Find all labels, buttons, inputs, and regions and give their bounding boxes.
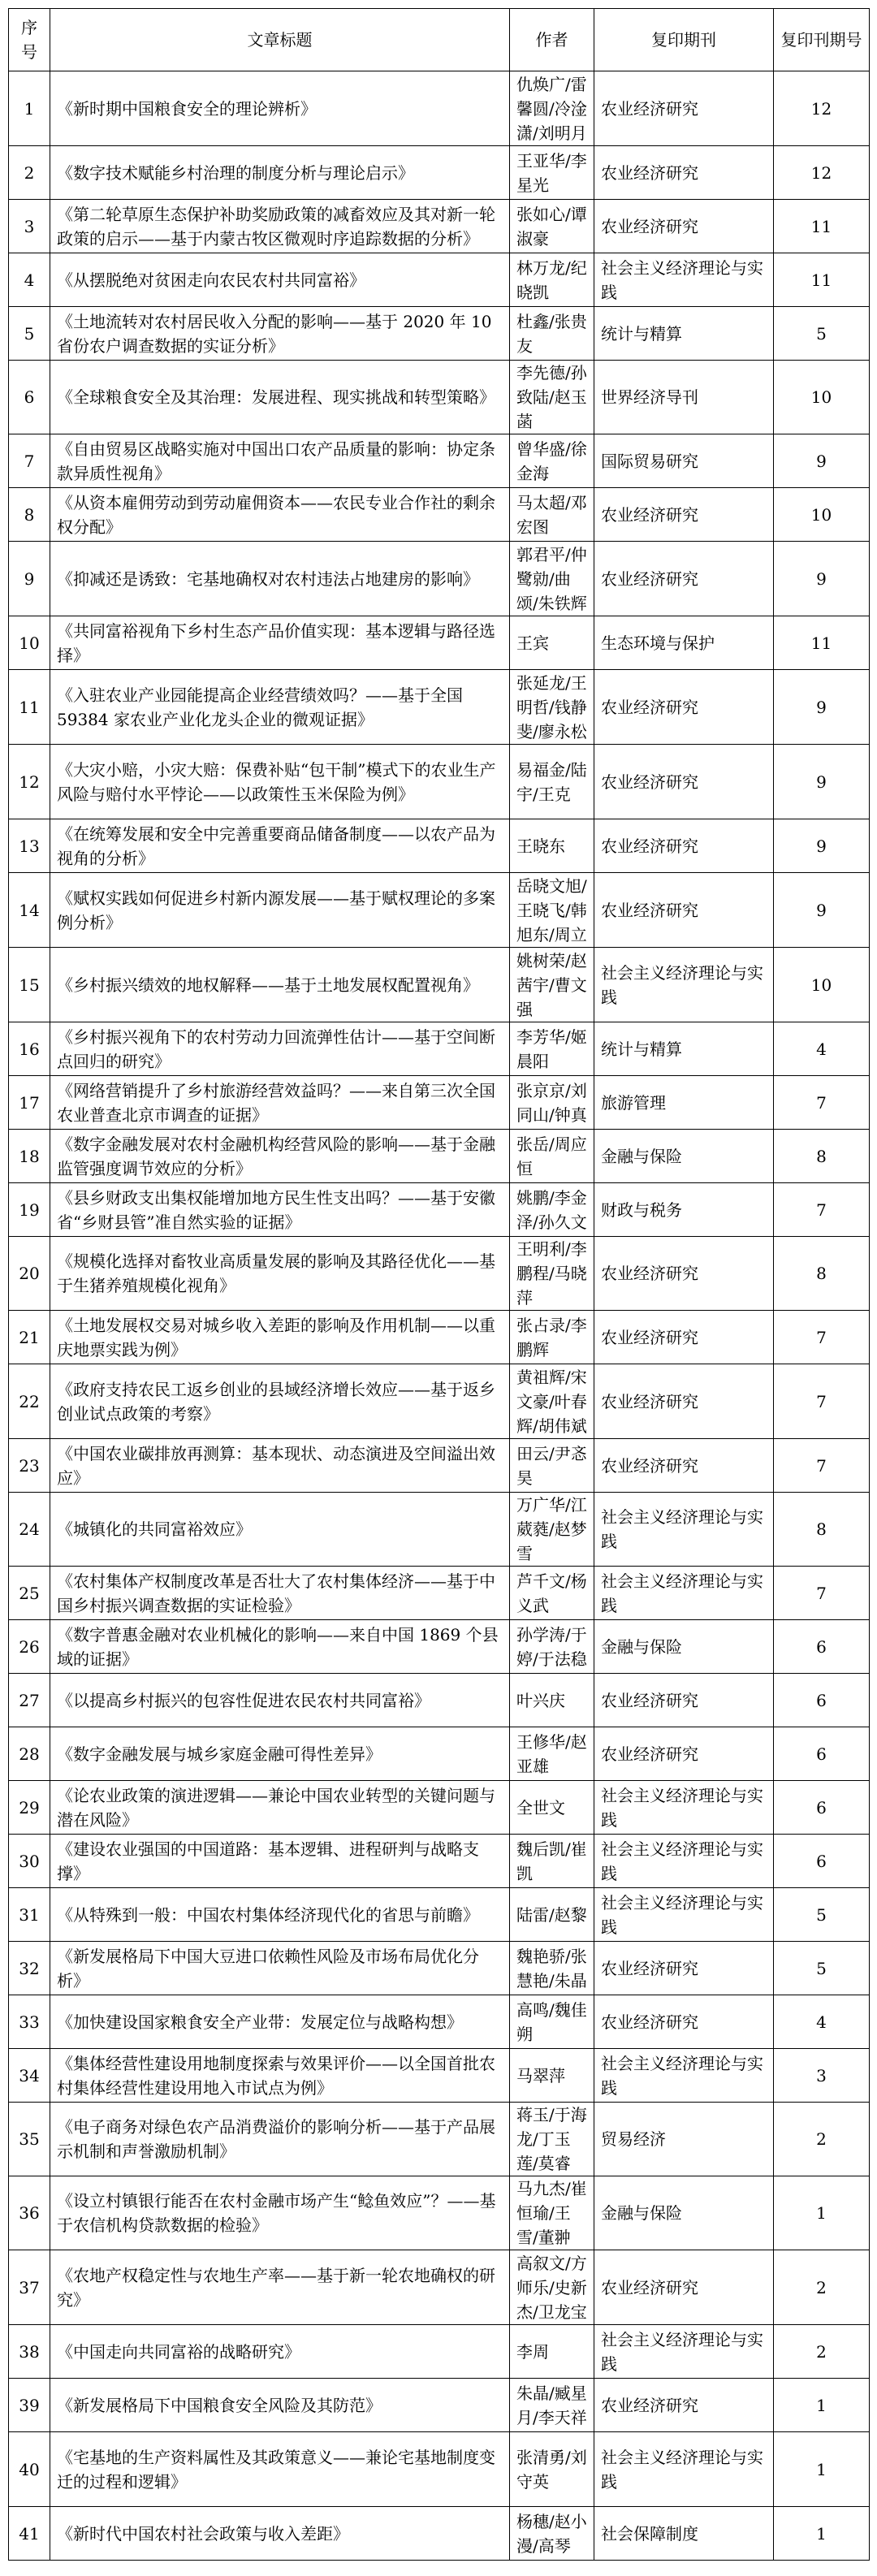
cell-reprint-issue: 12: [774, 146, 870, 200]
cell-serial-number: 36: [9, 2176, 50, 2250]
header-article-title: 文章标题: [50, 9, 510, 71]
cell-serial-number: 19: [9, 1183, 50, 1237]
cell-article-title: 《乡村振兴视角下的农村劳动力回流弹性估计——基于空间断点回归的研究》: [50, 1022, 510, 1076]
cell-author: 易福金/陆宇/王克: [510, 745, 594, 819]
cell-article-title: 《设立村镇银行能否在农村金融市场产生“鲶鱼效应”？——基于农信机构贷款数据的检验》: [50, 2176, 510, 2250]
cell-serial-number: 22: [9, 1364, 50, 1439]
cell-serial-number: 13: [9, 819, 50, 873]
cell-author: 王晓东: [510, 819, 594, 873]
cell-reprint-journal: 贸易经济: [594, 2103, 774, 2176]
cell-author: 马太超/邓宏图: [510, 488, 594, 542]
cell-author: 孙学涛/于婷/于法稳: [510, 1620, 594, 1674]
cell-reprint-issue: 7: [774, 1364, 870, 1439]
table-row: [9, 1835, 870, 1888]
cell-reprint-issue: 7: [774, 1183, 870, 1237]
table-row: [9, 2432, 870, 2507]
table-row: [9, 253, 870, 307]
cell-article-title: 《自由贸易区战略实施对中国出口农产品质量的影响：协定条款异质性视角》: [50, 434, 510, 488]
cell-reprint-journal: 农业经济研究: [594, 1727, 774, 1781]
cell-serial-number: 40: [9, 2432, 50, 2507]
cell-reprint-issue: 9: [774, 819, 870, 873]
table-row: [9, 307, 870, 361]
cell-author: 林万龙/纪晓凯: [510, 253, 594, 307]
cell-serial-number: 37: [9, 2250, 50, 2325]
cell-author: 张如心/谭淑豪: [510, 200, 594, 253]
cell-article-title: 《数字普惠金融对农业机械化的影响——来自中国 1869 个县域的证据》: [50, 1620, 510, 1674]
cell-article-title: 《县乡财政支出集权能增加地方民生性支出吗？——基于安徽省“乡财县管”准自然实验的证据》: [50, 1183, 510, 1237]
cell-reprint-journal: 农业经济研究: [594, 1439, 774, 1493]
table-row: [9, 2250, 870, 2325]
cell-serial-number: 25: [9, 1567, 50, 1620]
cell-reprint-journal: 农业经济研究: [594, 146, 774, 200]
cell-reprint-issue: 8: [774, 1130, 870, 1183]
table-header: [9, 9, 870, 71]
cell-reprint-issue: 3: [774, 2049, 870, 2103]
cell-reprint-journal: 农业经济研究: [594, 71, 774, 146]
cell-author: 蒋玉/于海龙/丁玉莲/莫睿: [510, 2103, 594, 2176]
cell-author: 陆雷/赵黎: [510, 1888, 594, 1942]
table-row: [9, 1493, 870, 1567]
cell-reprint-journal: 农业经济研究: [594, 2379, 774, 2432]
header-author: 作者: [510, 9, 594, 71]
cell-serial-number: 4: [9, 253, 50, 307]
cell-reprint-issue: 2: [774, 2250, 870, 2325]
table-row: [9, 1567, 870, 1620]
cell-reprint-issue: 9: [774, 542, 870, 616]
cell-article-title: 《抑减还是诱致：宅基地确权对农村违法占地建房的影响》: [50, 542, 510, 616]
cell-reprint-issue: 7: [774, 1076, 870, 1130]
table-row: [9, 488, 870, 542]
cell-reprint-journal: 农业经济研究: [594, 200, 774, 253]
cell-article-title: 《从特殊到一般：中国农村集体经济现代化的省思与前瞻》: [50, 1888, 510, 1942]
cell-reprint-issue: 1: [774, 2379, 870, 2432]
cell-author: 万广华/江葳蕤/赵梦雪: [510, 1493, 594, 1567]
cell-author: 魏后凯/崔凯: [510, 1835, 594, 1888]
cell-article-title: 《中国走向共同富裕的战略研究》: [50, 2325, 510, 2379]
cell-article-title: 《中国农业碳排放再测算：基本现状、动态演进及空间溢出效应》: [50, 1439, 510, 1493]
cell-reprint-issue: 11: [774, 253, 870, 307]
cell-serial-number: 31: [9, 1888, 50, 1942]
table-row: [9, 200, 870, 253]
cell-article-title: 《宅基地的生产资料属性及其政策意义——兼论宅基地制度变迁的过程和逻辑》: [50, 2432, 510, 2507]
cell-reprint-journal: 农业经济研究: [594, 1942, 774, 1995]
cell-serial-number: 6: [9, 361, 50, 434]
table-row: [9, 2379, 870, 2432]
cell-article-title: 《论农业政策的演进逻辑——兼论中国农业转型的关键问题与潜在风险》: [50, 1781, 510, 1835]
cell-serial-number: 17: [9, 1076, 50, 1130]
cell-reprint-journal: 社会主义经济理论与实践: [594, 1567, 774, 1620]
cell-reprint-journal: 金融与保险: [594, 1620, 774, 1674]
cell-author: 杨穗/赵小漫/高琴: [510, 2507, 594, 2561]
cell-reprint-journal: 社会主义经济理论与实践: [594, 1888, 774, 1942]
cell-serial-number: 12: [9, 745, 50, 819]
table-row: [9, 2507, 870, 2561]
cell-serial-number: 5: [9, 307, 50, 361]
cell-reprint-journal: 农业经济研究: [594, 819, 774, 873]
cell-reprint-issue: 4: [774, 1995, 870, 2049]
cell-reprint-issue: 6: [774, 1781, 870, 1835]
cell-author: 黄祖辉/宋文豪/叶春辉/胡伟斌: [510, 1364, 594, 1439]
cell-reprint-issue: 12: [774, 71, 870, 146]
cell-serial-number: 33: [9, 1995, 50, 2049]
cell-reprint-journal: 社会主义经济理论与实践: [594, 1781, 774, 1835]
cell-serial-number: 35: [9, 2103, 50, 2176]
table-row: [9, 1130, 870, 1183]
cell-article-title: 《数字技术赋能乡村治理的制度分析与理论启示》: [50, 146, 510, 200]
table-row: [9, 542, 870, 616]
cell-author: 芦千文/杨义武: [510, 1567, 594, 1620]
cell-reprint-journal: 生态环境与保护: [594, 616, 774, 670]
cell-reprint-journal: 社会主义经济理论与实践: [594, 1493, 774, 1567]
cell-reprint-issue: 1: [774, 2432, 870, 2507]
table-body: [9, 71, 870, 2561]
cell-reprint-issue: 10: [774, 488, 870, 542]
table-row: [9, 1076, 870, 1130]
cell-reprint-issue: 6: [774, 1620, 870, 1674]
table-row: [9, 1439, 870, 1493]
cell-article-title: 《建设农业强国的中国道路：基本逻辑、进程研判与战略支撑》: [50, 1835, 510, 1888]
cell-reprint-issue: 2: [774, 2103, 870, 2176]
cell-author: 李芳华/姬晨阳: [510, 1022, 594, 1076]
table-row: [9, 873, 870, 948]
cell-author: 李先德/孙致陆/赵玉菡: [510, 361, 594, 434]
cell-reprint-issue: 1: [774, 2176, 870, 2250]
cell-reprint-issue: 4: [774, 1022, 870, 1076]
cell-article-title: 《以提高乡村振兴的包容性促进农民农村共同富裕》: [50, 1674, 510, 1727]
cell-reprint-journal: 统计与精算: [594, 1022, 774, 1076]
cell-article-title: 《土地发展权交易对城乡收入差距的影响及作用机制——以重庆地票实践为例》: [50, 1311, 510, 1364]
cell-author: 马翠萍: [510, 2049, 594, 2103]
cell-serial-number: 21: [9, 1311, 50, 1364]
cell-article-title: 《网络营销提升了乡村旅游经营效益吗？——来自第三次全国农业普查北京市调查的证据》: [50, 1076, 510, 1130]
header-serial-number: 序号: [9, 9, 50, 71]
cell-article-title: 《新发展格局下中国大豆进口依赖性风险及市场布局优化分析》: [50, 1942, 510, 1995]
cell-reprint-issue: 10: [774, 361, 870, 434]
cell-reprint-issue: 5: [774, 1888, 870, 1942]
cell-serial-number: 24: [9, 1493, 50, 1567]
cell-reprint-journal: 社会主义经济理论与实践: [594, 2325, 774, 2379]
header-reprint-issue: 复印刊期号: [774, 9, 870, 71]
cell-article-title: 《全球粮食安全及其治理：发展进程、现实挑战和转型策略》: [50, 361, 510, 434]
cell-reprint-issue: 11: [774, 200, 870, 253]
cell-serial-number: 38: [9, 2325, 50, 2379]
cell-serial-number: 3: [9, 200, 50, 253]
cell-author: 张延龙/王明哲/钱静斐/廖永松: [510, 670, 594, 745]
cell-serial-number: 14: [9, 873, 50, 948]
cell-author: 朱晶/臧星月/李天祥: [510, 2379, 594, 2432]
table-row: [9, 948, 870, 1022]
cell-serial-number: 27: [9, 1674, 50, 1727]
cell-article-title: 《赋权实践如何促进乡村新内源发展——基于赋权理论的多案例分析》: [50, 873, 510, 948]
cell-serial-number: 34: [9, 2049, 50, 2103]
cell-reprint-issue: 9: [774, 873, 870, 948]
cell-article-title: 《大灾小赔，小灾大赔：保费补贴“包干制”模式下的农业生产风险与赔付水平悖论——以政策性玉米保险为例》: [50, 745, 510, 819]
cell-reprint-journal: 统计与精算: [594, 307, 774, 361]
cell-article-title: 《从摆脱绝对贫困走向农民农村共同富裕》: [50, 253, 510, 307]
cell-serial-number: 32: [9, 1942, 50, 1995]
cell-serial-number: 30: [9, 1835, 50, 1888]
table-row: [9, 2103, 870, 2176]
cell-author: 岳晓文旭/王晓飞/韩旭东/周立: [510, 873, 594, 948]
table-row: [9, 1311, 870, 1364]
cell-serial-number: 8: [9, 488, 50, 542]
cell-reprint-journal: 农业经济研究: [594, 1311, 774, 1364]
cell-article-title: 《新时期中国粮食安全的理论辨析》: [50, 71, 510, 146]
cell-reprint-issue: 9: [774, 670, 870, 745]
cell-article-title: 《在统筹发展和安全中完善重要商品储备制度——以农产品为视角的分析》: [50, 819, 510, 873]
cell-article-title: 《新时代中国农村社会政策与收入差距》: [50, 2507, 510, 2561]
cell-reprint-issue: 2: [774, 2325, 870, 2379]
cell-serial-number: 2: [9, 146, 50, 200]
cell-reprint-journal: 农业经济研究: [594, 745, 774, 819]
cell-serial-number: 29: [9, 1781, 50, 1835]
cell-author: 姚鹏/李金泽/孙久文: [510, 1183, 594, 1237]
cell-reprint-issue: 5: [774, 1942, 870, 1995]
cell-author: 杜鑫/张贵友: [510, 307, 594, 361]
cell-reprint-issue: 6: [774, 1674, 870, 1727]
cell-reprint-issue: 7: [774, 1439, 870, 1493]
cell-reprint-journal: 农业经济研究: [594, 488, 774, 542]
cell-reprint-issue: 7: [774, 1567, 870, 1620]
header-row: [9, 9, 870, 71]
cell-serial-number: 11: [9, 670, 50, 745]
cell-reprint-journal: 农业经济研究: [594, 1674, 774, 1727]
cell-article-title: 《入驻农业产业园能提高企业经营绩效吗？——基于全国 59384 家农业产业化龙头企业的微观证据》: [50, 670, 510, 745]
table-row: [9, 361, 870, 434]
table-row: [9, 434, 870, 488]
cell-article-title: 《加快建设国家粮食安全产业带：发展定位与战略构想》: [50, 1995, 510, 2049]
cell-serial-number: 15: [9, 948, 50, 1022]
cell-article-title: 《乡村振兴绩效的地权解释——基于土地发展权配置视角》: [50, 948, 510, 1022]
cell-article-title: 《土地流转对农村居民收入分配的影响——基于 2020 年 10 省份农户调查数据的实证分析》: [50, 307, 510, 361]
table-row: [9, 1364, 870, 1439]
reprint-table-container: [8, 8, 870, 2561]
cell-article-title: 《数字金融发展与城乡家庭金融可得性差异》: [50, 1727, 510, 1781]
cell-author: 王修华/赵亚雄: [510, 1727, 594, 1781]
cell-author: 高叙文/方师乐/史新杰/卫龙宝: [510, 2250, 594, 2325]
cell-reprint-journal: 农业经济研究: [594, 670, 774, 745]
table-row: [9, 146, 870, 200]
cell-article-title: 《农村集体产权制度改革是否壮大了农村集体经济——基于中国乡村振兴调查数据的实证检验》: [50, 1567, 510, 1620]
cell-author: 姚树荣/赵茜宇/曹文强: [510, 948, 594, 1022]
cell-article-title: 《政府支持农民工返乡创业的县域经济增长效应——基于返乡创业试点政策的考察》: [50, 1364, 510, 1439]
table-row: [9, 2049, 870, 2103]
cell-reprint-issue: 11: [774, 616, 870, 670]
table-row: [9, 670, 870, 745]
cell-author: 张京京/刘同山/钟真: [510, 1076, 594, 1130]
cell-article-title: 《规模化选择对畜牧业高质量发展的影响及其路径优化——基于生猪养殖规模化视角》: [50, 1237, 510, 1311]
cell-article-title: 《从资本雇佣劳动到劳动雇佣资本——农民专业合作社的剩余权分配》: [50, 488, 510, 542]
cell-author: 郭君平/仲鹭勍/曲颂/朱铁辉: [510, 542, 594, 616]
table-row: [9, 2176, 870, 2250]
cell-reprint-issue: 8: [774, 1237, 870, 1311]
cell-reprint-journal: 金融与保险: [594, 1130, 774, 1183]
cell-article-title: 《数字金融发展对农村金融机构经营风险的影响——基于金融监管强度调节效应的分析》: [50, 1130, 510, 1183]
cell-author: 李周: [510, 2325, 594, 2379]
cell-author: 曾华盛/徐金海: [510, 434, 594, 488]
cell-reprint-journal: 社会主义经济理论与实践: [594, 2049, 774, 2103]
cell-article-title: 《集体经营性建设用地制度探索与效果评价——以全国首批农村集体经营性建设用地入市试点为例》: [50, 2049, 510, 2103]
cell-author: 王明利/李鹏程/马晓萍: [510, 1237, 594, 1311]
table-row: [9, 1022, 870, 1076]
table-row: [9, 2325, 870, 2379]
table-row: [9, 1620, 870, 1674]
cell-article-title: 《第二轮草原生态保护补助奖励政策的减畜效应及其对新一轮政策的启示——基于内蒙古牧区微观时序追踪数据的分析》: [50, 200, 510, 253]
table-row: [9, 71, 870, 146]
cell-reprint-journal: 社会主义经济理论与实践: [594, 948, 774, 1022]
table-row: [9, 1942, 870, 1995]
table-row: [9, 745, 870, 819]
cell-author: 魏艳骄/张慧艳/朱晶: [510, 1942, 594, 1995]
cell-article-title: 《共同富裕视角下乡村生态产品价值实现：基本逻辑与路径选择》: [50, 616, 510, 670]
cell-article-title: 《农地产权稳定性与农地生产率——基于新一轮农地确权的研究》: [50, 2250, 510, 2325]
cell-reprint-issue: 10: [774, 948, 870, 1022]
cell-reprint-journal: 农业经济研究: [594, 1995, 774, 2049]
cell-serial-number: 18: [9, 1130, 50, 1183]
cell-reprint-journal: 旅游管理: [594, 1076, 774, 1130]
cell-author: 高鸣/魏佳朔: [510, 1995, 594, 2049]
table-row: [9, 1674, 870, 1727]
cell-author: 叶兴庆: [510, 1674, 594, 1727]
cell-article-title: 《城镇化的共同富裕效应》: [50, 1493, 510, 1567]
cell-reprint-issue: 1: [774, 2507, 870, 2561]
table-row: [9, 1995, 870, 2049]
cell-reprint-issue: 9: [774, 745, 870, 819]
cell-reprint-issue: 8: [774, 1493, 870, 1567]
table-row: [9, 1237, 870, 1311]
cell-reprint-journal: 农业经济研究: [594, 873, 774, 948]
cell-reprint-issue: 6: [774, 1727, 870, 1781]
cell-reprint-journal: 社会主义经济理论与实践: [594, 1835, 774, 1888]
reprint-articles-table: [8, 8, 870, 2561]
cell-author: 张占录/李鹏辉: [510, 1311, 594, 1364]
cell-author: 王宾: [510, 616, 594, 670]
cell-serial-number: 20: [9, 1237, 50, 1311]
cell-reprint-journal: 社会主义经济理论与实践: [594, 2432, 774, 2507]
cell-reprint-issue: 5: [774, 307, 870, 361]
table-row: [9, 1183, 870, 1237]
cell-reprint-journal: 财政与税务: [594, 1183, 774, 1237]
cell-reprint-journal: 社会主义经济理论与实践: [594, 253, 774, 307]
header-reprint-journal: 复印期刊: [594, 9, 774, 71]
cell-serial-number: 16: [9, 1022, 50, 1076]
cell-reprint-issue: 6: [774, 1835, 870, 1888]
cell-reprint-journal: 农业经济研究: [594, 2250, 774, 2325]
cell-author: 张清勇/刘守英: [510, 2432, 594, 2507]
cell-serial-number: 41: [9, 2507, 50, 2561]
cell-serial-number: 23: [9, 1439, 50, 1493]
cell-serial-number: 39: [9, 2379, 50, 2432]
cell-author: 马九杰/崔恒瑜/王雪/董翀: [510, 2176, 594, 2250]
table-row: [9, 1727, 870, 1781]
cell-article-title: 《新发展格局下中国粮食安全风险及其防范》: [50, 2379, 510, 2432]
table-row: [9, 1781, 870, 1835]
cell-author: 田云/尹忞昊: [510, 1439, 594, 1493]
table-row: [9, 1888, 870, 1942]
cell-reprint-journal: 农业经济研究: [594, 542, 774, 616]
cell-serial-number: 7: [9, 434, 50, 488]
cell-author: 全世文: [510, 1781, 594, 1835]
cell-reprint-issue: 7: [774, 1311, 870, 1364]
cell-article-title: 《电子商务对绿色农产品消费溢价的影响分析——基于产品展示机制和声誉激励机制》: [50, 2103, 510, 2176]
cell-reprint-journal: 农业经济研究: [594, 1364, 774, 1439]
cell-reprint-issue: 9: [774, 434, 870, 488]
cell-serial-number: 9: [9, 542, 50, 616]
cell-reprint-journal: 社会保障制度: [594, 2507, 774, 2561]
cell-reprint-journal: 国际贸易研究: [594, 434, 774, 488]
cell-serial-number: 28: [9, 1727, 50, 1781]
cell-author: 王亚华/李星光: [510, 146, 594, 200]
cell-serial-number: 26: [9, 1620, 50, 1674]
cell-reprint-journal: 金融与保险: [594, 2176, 774, 2250]
cell-author: 张岳/周应恒: [510, 1130, 594, 1183]
cell-serial-number: 10: [9, 616, 50, 670]
cell-author: 仇焕广/雷馨圆/冷淦潇/刘明月: [510, 71, 594, 146]
table-row: [9, 819, 870, 873]
cell-reprint-journal: 农业经济研究: [594, 1237, 774, 1311]
cell-serial-number: 1: [9, 71, 50, 146]
cell-reprint-journal: 世界经济导刊: [594, 361, 774, 434]
table-row: [9, 616, 870, 670]
